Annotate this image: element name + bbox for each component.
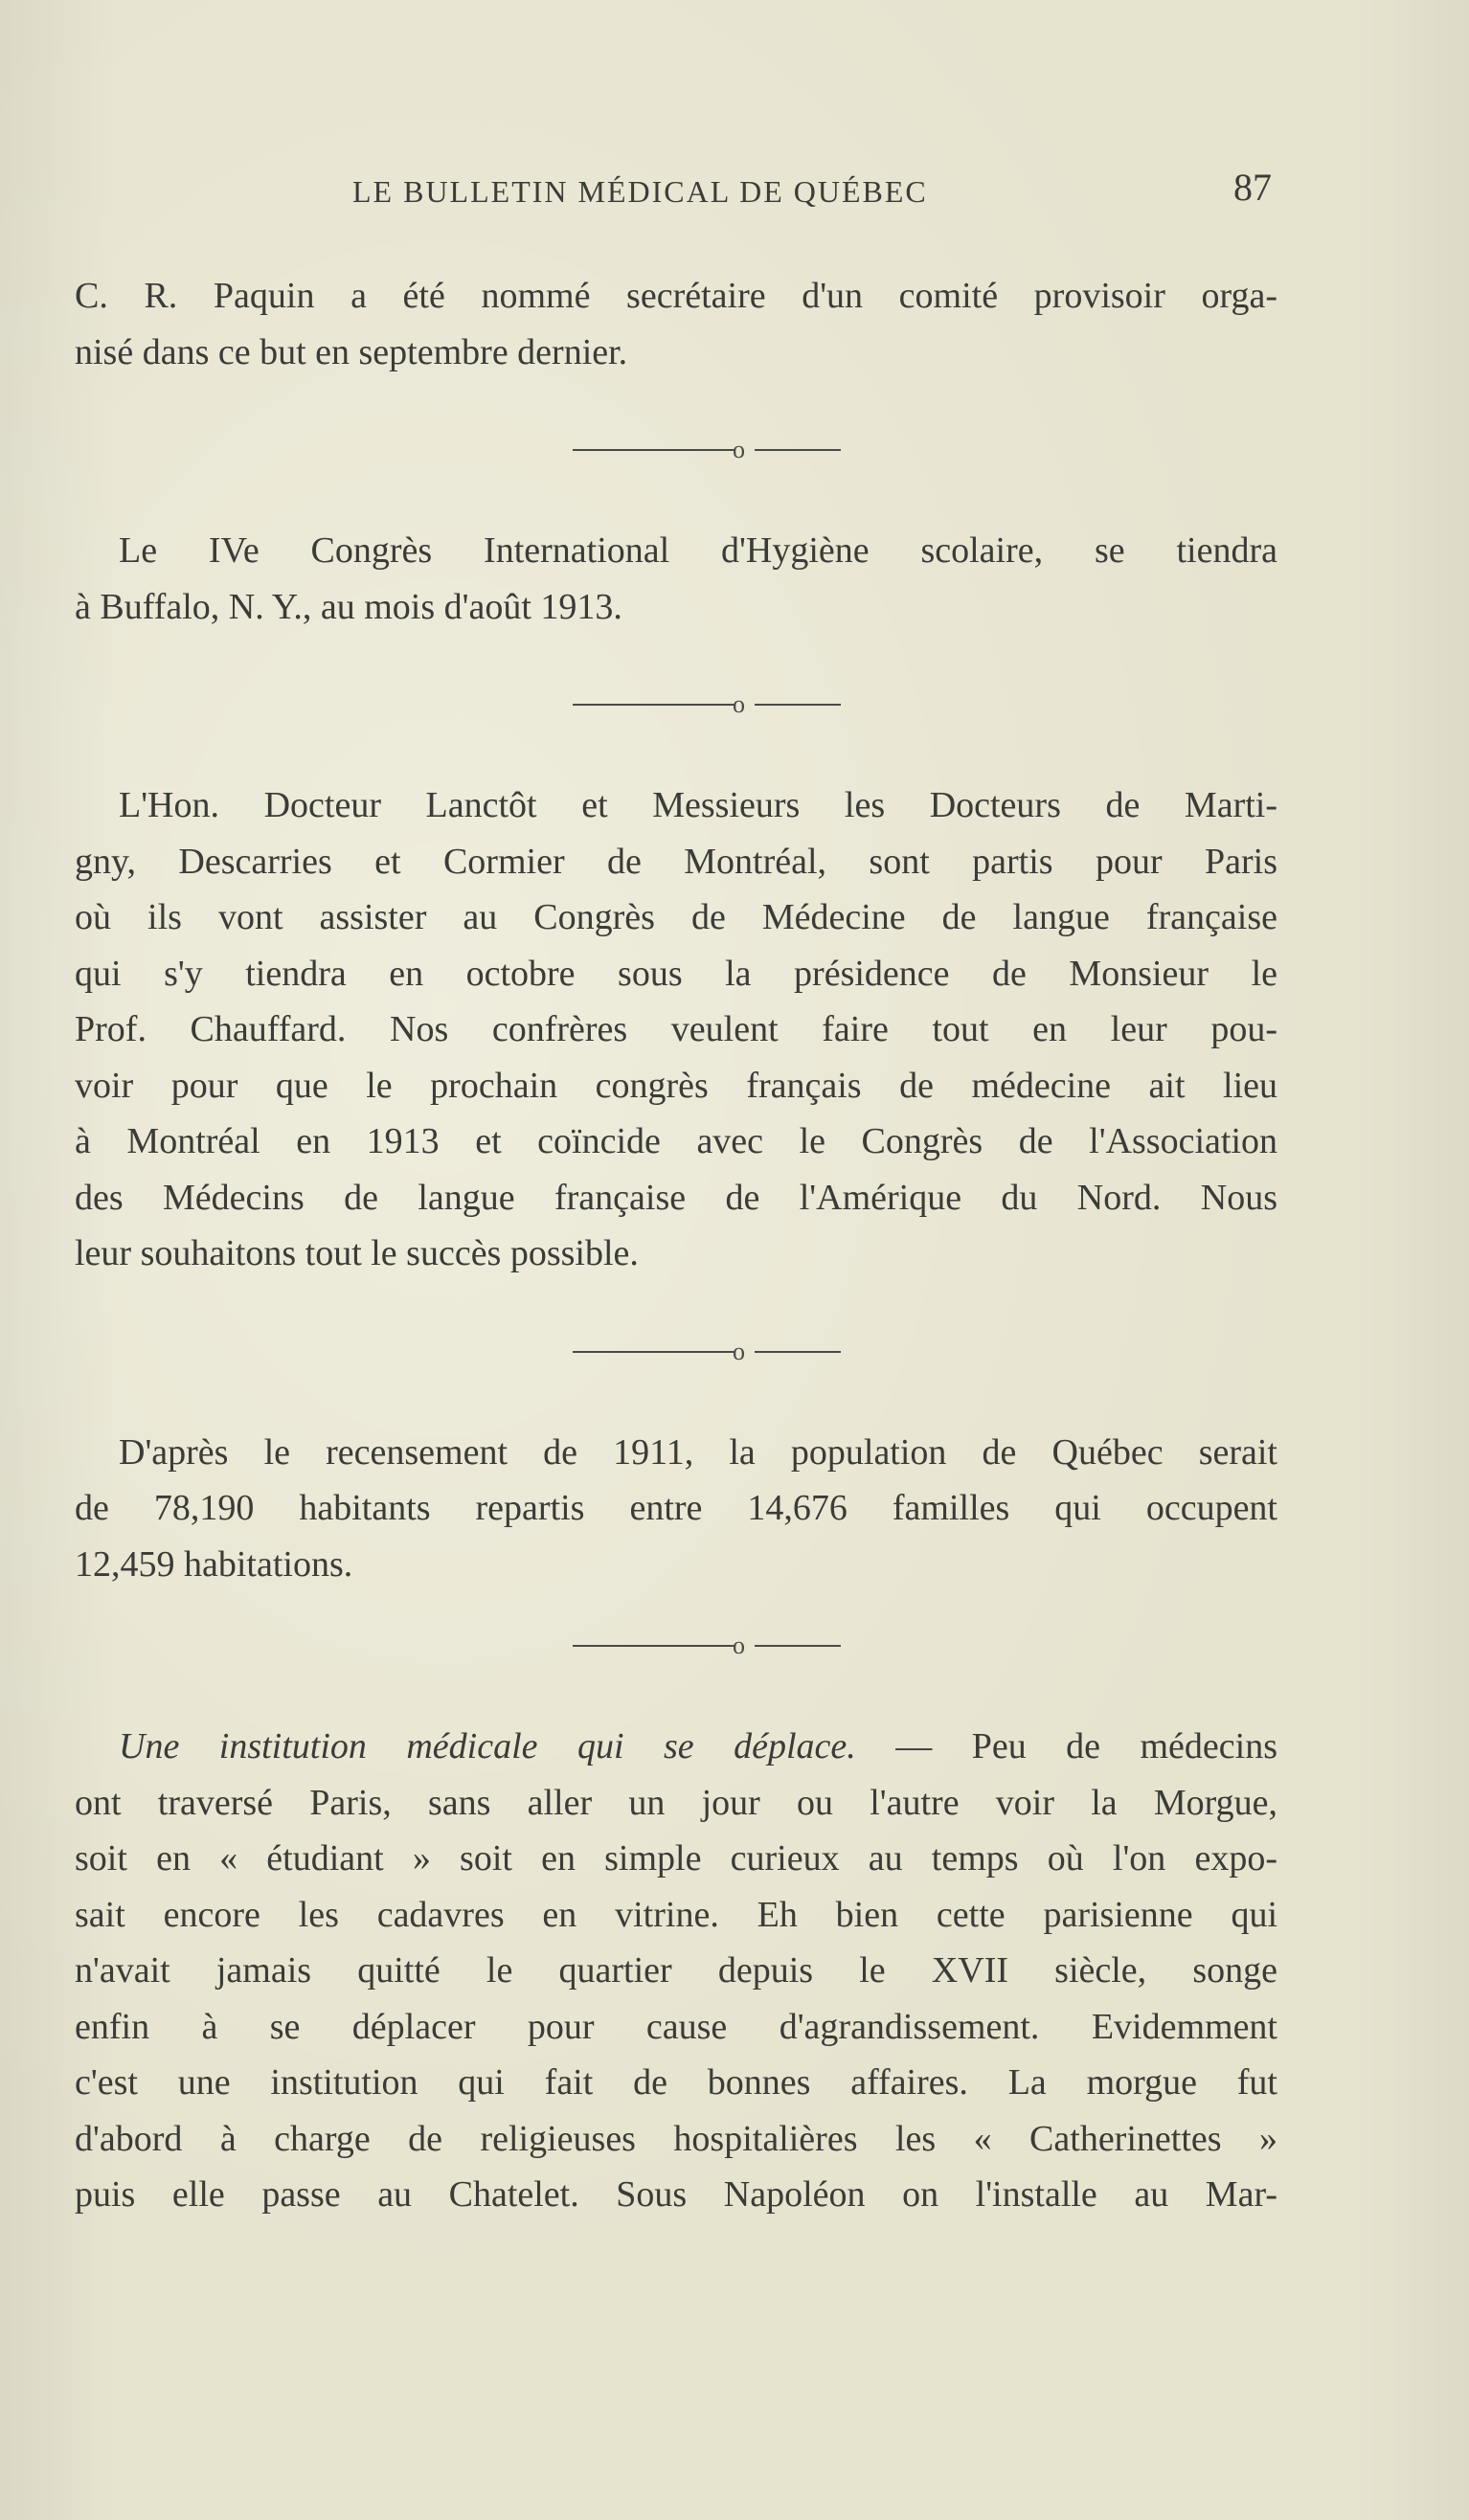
- text-line: Prof. Chauffard. Nos confrères veulent faire tout en leur pou-: [75, 1009, 1277, 1049]
- italic-lead: Une institution médicale qui se déplace.: [119, 1726, 856, 1766]
- text-line: des Médecins de langue française de l'Amérique du Nord. Nous: [75, 1177, 1277, 1218]
- text-line: qui s'y tiendra en octobre sous la présidence de Monsieur le: [75, 953, 1277, 994]
- text-line: où ils vont assister au Congrès de Médecine de langue française: [75, 897, 1277, 937]
- text-line: Le IVe Congrès International d'Hygiène scolaire, se tiendra: [119, 530, 1277, 571]
- text-line: d'abord à charge de religieuses hospitalières les « Catherinettes »: [75, 2118, 1277, 2159]
- section-separator: o: [75, 1627, 1277, 1663]
- text-line: soit en « étudiant » soit en simple curieux au temps où l'on expo-: [75, 1838, 1277, 1879]
- section-separator: o: [75, 686, 1277, 722]
- paragraph-census: [75, 1425, 1277, 1593]
- text-line: 12,459 habitations.: [75, 1543, 353, 1585]
- text-line: c'est une institution qui fait de bonnes affaires. La morgue fut: [75, 2062, 1277, 2103]
- text-line: ont traversé Paris, sans aller un jour ou l'autre voir la Morgue,: [75, 1782, 1277, 1823]
- text-line: enfin à se déplacer pour cause d'agrandissement. Evidemment: [75, 2006, 1277, 2047]
- text-line: voir pour que le prochain congrès français de médecine ait lieu: [75, 1065, 1277, 1106]
- text-line: gny, Descarries et Cormier de Montréal, sont partis pour Paris: [75, 841, 1277, 882]
- text-line: à Montréal en 1913 et coïncide avec le Congrès de l'Association: [75, 1121, 1277, 1161]
- text-line: n'avait jamais quitté le quartier depuis le XVII siècle, songe: [75, 1950, 1277, 1991]
- page-header: [0, 165, 1469, 222]
- paragraph-doctors-paris: [75, 777, 1277, 1282]
- text-line: sait encore les cadavres en vitrine. Eh bien cette parisienne qui: [75, 1894, 1277, 1935]
- paragraph-committee: [75, 268, 1277, 380]
- page-number: 87: [1233, 166, 1272, 209]
- paragraph-congress-hygiene: [75, 523, 1277, 635]
- text-line: C. R. Paquin a été nommé secrétaire d'un comité provisoir orga-: [75, 276, 1277, 316]
- paragraph-morgue: [75, 1719, 1277, 2223]
- lead-rest: — Peu de médecins: [855, 1726, 1277, 1766]
- text-line: [75, 1719, 1277, 1775]
- text-line: L'Hon. Docteur Lanctôt et Messieurs les Docteurs de Marti-: [119, 785, 1277, 825]
- article-body: [75, 268, 1277, 2223]
- section-separator: o: [75, 1333, 1277, 1369]
- text-line: de 78,190 habitants repartis entre 14,676 familles qui occupent: [75, 1488, 1277, 1528]
- text-line: nisé dans ce but en septembre dernier.: [75, 331, 628, 372]
- section-separator: o: [75, 431, 1277, 467]
- text-line: à Buffalo, N. Y., au mois d'août 1913.: [75, 586, 622, 627]
- text-line: D'après le recensement de 1911, la population de Québec serait: [119, 1431, 1277, 1473]
- text-line: leur souhaitons tout le succès possible.: [75, 1233, 639, 1273]
- running-title: LE BULLETIN MÉDICAL DE QUÉBEC: [352, 174, 928, 209]
- text-line: puis elle passe au Chatelet. Sous Napoléon on l'installe au Mar-: [75, 2174, 1277, 2215]
